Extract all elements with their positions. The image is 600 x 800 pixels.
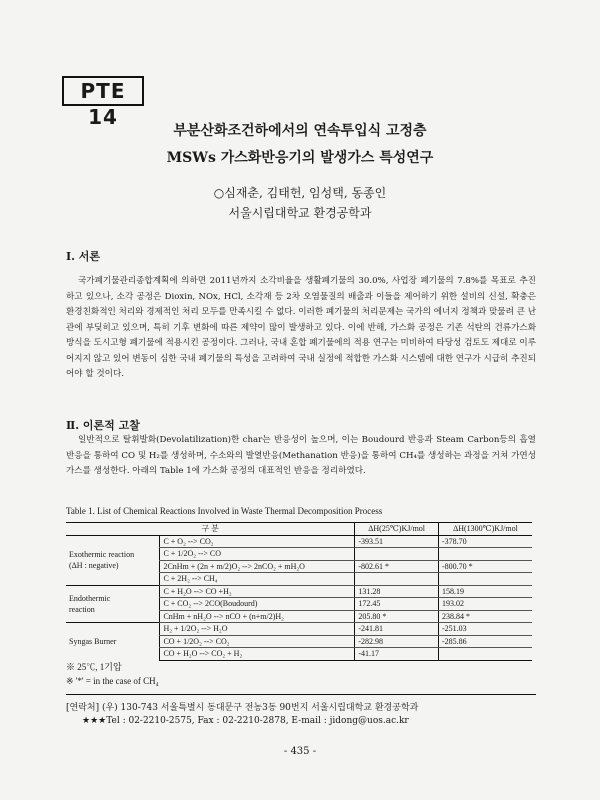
reaction-equation: CnHm + nH₂O --> nCO + (n+m/2)H₂ <box>160 610 355 623</box>
table-row <box>66 535 532 548</box>
reactions-table <box>66 522 532 661</box>
table-row <box>66 585 532 598</box>
section-heading-intro: Ⅰ. 서론 <box>66 250 101 263</box>
reaction-equation: H₂ + 1/2O₂ --> H₂O <box>160 623 355 636</box>
note-asterisk: ※ '*' = in the case of CH₄ <box>66 676 159 686</box>
reaction-group-label: Endothermic reaction <box>66 585 160 623</box>
page-number: - 435 - <box>283 746 317 757</box>
reaction-equation: C + O₂ --> CO₂ <box>160 535 355 548</box>
dh-1300c-value <box>438 573 532 586</box>
paper-code-box: PTE 14 <box>62 76 144 106</box>
dh-25c-value: -41.17 <box>355 648 439 661</box>
dh-25c-value: -241.81 <box>355 623 439 636</box>
reaction-equation: C + 1/2O₂ --> CO <box>160 548 355 561</box>
reaction-equation: CO + 1/2O₂ --> CO₂ <box>160 635 355 648</box>
contact-address: [연락처] (우) 130-743 서울특별시 동대문구 전농3동 90번지 서울시립대학교 환경공학과 <box>66 703 419 713</box>
dh-1300c-value: -251.03 <box>438 623 532 636</box>
dh-25c-value: -282.98 <box>355 635 439 648</box>
reaction-equation: 2CnHm + (2n + m/2)O₂ --> 2nCO₂ + mH₂O <box>160 560 355 573</box>
authors: ○심재춘, 김태헌, 임성택, 동종인 <box>213 186 387 200</box>
dh-25c-value: -393.51 <box>355 535 439 548</box>
theory-paragraph: 일반적으로 탈휘발화(Devolatilization)한 char는 반응성이 높으며, 이는 Boudourd 반응과 Steam Carbon등의 흡열반응을 통하여 CO 및 H₂를 생성하며, 수소와의 발열반응(Methanation 반응)을 통하여 CH₄를 생성하는 과정을 거쳐 가연성 가스를 생성한다. 아래의 Table 1에 가스화 공정의 대표적인 반응을 정리하였다. <box>66 435 536 476</box>
dh-1300c-value <box>438 648 532 661</box>
dh-25c-value: 131.28 <box>355 585 439 598</box>
reaction-group-label: Exothermic reaction (ΔH : negative) <box>66 535 160 585</box>
dh-25c-value: 205.80 * <box>355 610 439 623</box>
header-dh1300: ΔH(1300℃)KJ/mol <box>438 523 532 536</box>
dh-25c-value <box>355 548 439 561</box>
dh-25c-value: -802.61 * <box>355 560 439 573</box>
header-item: 구 분 <box>66 523 355 536</box>
footer-divider <box>66 694 536 695</box>
dh-1300c-value: -285.86 <box>438 635 532 648</box>
intro-paragraph: 국가폐기물관리종합계획에 의하면 2011년까지 소각비율을 생활폐기물의 30.0%, 사업장 폐기물의 7.8%를 목표로 추진하고 있으나, 소각 공정은 Dioxin, NOx, HCl, 소각재 등 2차 오염물질의 배출과 이들을 제어하기 위한 설비의 신설, 확충은 환경친화적인 처리와 경제적인 처리 모두를 만족시킬 수 없다. 이러한 폐기물의 처리문제는 국가의 에너지 정책과 맞물려 큰 난관에 부딪히고 있으며, 특히 기후 변화에 따른 제약이 많이 발생하고 있다. 이에 반해, 가스화 공정은 기존 석탄의 건류가스화 방식을 도시고형 폐기물에 적용시킨 공정이다. 그러나, 국내 혼합 폐기물에의 적용 연구는 미비하여 타당성 검토도 제대로 이루어지지 않고 있어 변동이 심한 국내 폐기물의 특성을 고려하여 국내 실정에 적합한 가스화 시스템에 대한 연구가 시급히 추진되어야 할 것이다. <box>66 276 536 379</box>
table-caption: Table 1. List of Chemical Reactions Involved in Waste Thermal Decomposition Process <box>66 506 383 516</box>
title-line-2: MSWs 가스화반응기의 발생가스 특성연구 <box>166 150 434 166</box>
dh-1300c-value: 158.19 <box>438 585 532 598</box>
reaction-equation: C + 2H₂ --> CH₄ <box>160 573 355 586</box>
affiliation: 서울시립대학교 환경공학과 <box>228 206 372 220</box>
table-row <box>66 623 532 636</box>
reaction-group-label: Syngas Burner <box>66 623 160 661</box>
title-line-1: 부분산화조건하에서의 연속투입식 고정층 <box>173 123 427 139</box>
reaction-equation: CO + H₂O --> CO₂ + H₂ <box>160 648 355 661</box>
section-heading-theory: Ⅱ. 이론적 고찰 <box>66 419 140 432</box>
header-dh25: ΔH(25℃)KJ/mol <box>355 523 439 536</box>
reaction-equation: C + H₂O --> CO +H₂ <box>160 585 355 598</box>
dh-1300c-value <box>438 548 532 561</box>
dh-25c-value: 172.45 <box>355 598 439 611</box>
dh-1300c-value: -800.70 * <box>438 560 532 573</box>
contact-phone-email: ★★★Tel : 02-2210-2575, Fax : 02-2210-2878, E-mail : jidong@uos.ac.kr <box>82 716 409 726</box>
dh-25c-value <box>355 573 439 586</box>
table-header-row <box>66 523 532 536</box>
dh-1300c-value: -378.70 <box>438 535 532 548</box>
note-conditions: ※ 25℃, 1기압 <box>66 662 122 672</box>
reaction-equation: C + CO₂ --> 2CO(Boudourd) <box>160 598 355 611</box>
dh-1300c-value: 238.84 * <box>438 610 532 623</box>
dh-1300c-value: 193.02 <box>438 598 532 611</box>
